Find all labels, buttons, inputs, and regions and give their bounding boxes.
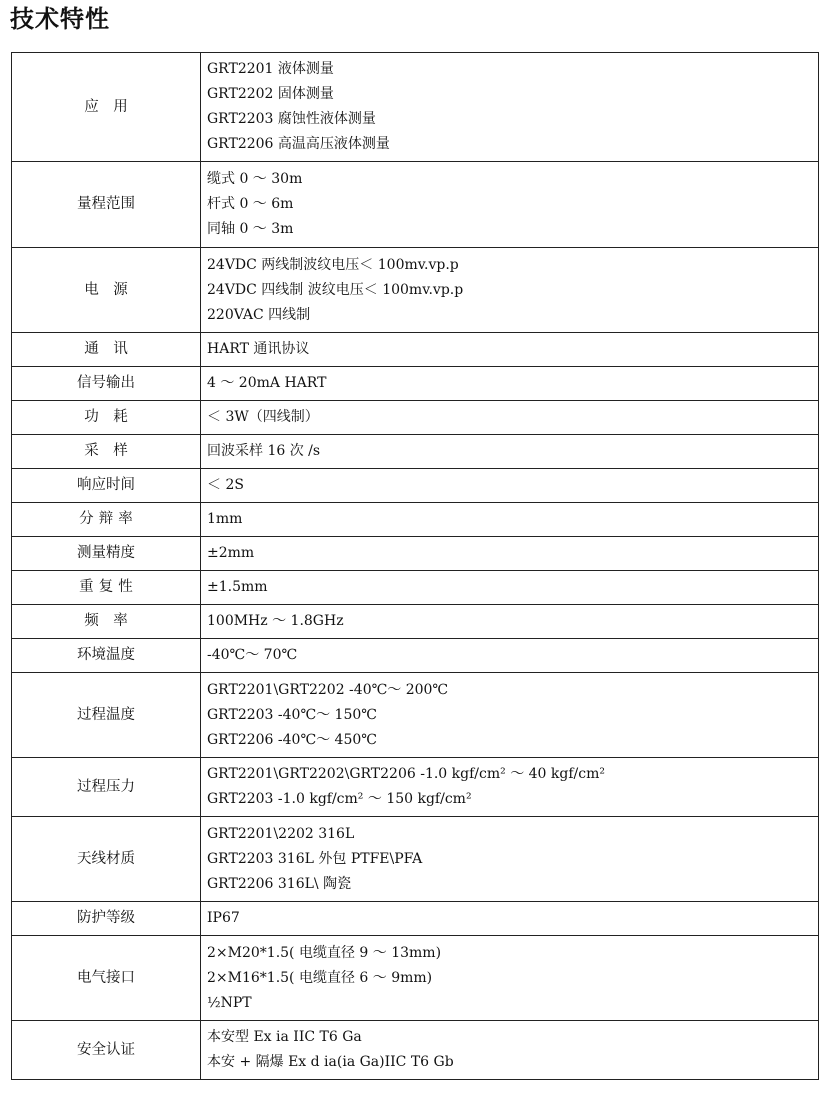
spec-value-line: ±1.5mm [207, 579, 268, 595]
spec-value-line: GRT2201\GRT2202\GRT2206 -1.0 kgf/cm² ～ 40 kgf/cm² [207, 766, 605, 782]
spec-value-line: GRT2206 高温高压液体测量 [207, 136, 390, 152]
spec-row-repeatability [12, 571, 819, 605]
spec-value-line: 同轴 0 ～ 3m [207, 221, 294, 237]
page-title: 技术特性 [10, 5, 110, 33]
spec-label: 环境温度 [12, 639, 201, 673]
spec-value-line: ＜ 3W（四线制） [207, 409, 319, 425]
spec-value-line: 24VDC 四线制 波纹电压＜ 100mv.vp.p [207, 281, 464, 298]
spec-value-line: 杆式 0 ～ 6m [207, 196, 294, 212]
spec-row-communication [12, 333, 819, 367]
spec-label: 重复性 [79, 579, 138, 595]
spec-value [201, 435, 819, 469]
spec-value [201, 902, 819, 936]
spec-row-resolution [12, 503, 819, 537]
spec-value [201, 401, 819, 435]
spec-label: 量程范围 [12, 162, 201, 248]
spec-row-ambient-temperature [12, 639, 819, 673]
spec-row-frequency [12, 605, 819, 639]
spec-label: 电 源 [12, 248, 201, 333]
spec-label: 信号输出 [12, 367, 201, 401]
spec-value-line: 220VAC 四线制 [207, 306, 311, 323]
spec-value-line: 缆式 0 ～ 30m [207, 171, 303, 187]
spec-row-safety-certification [12, 1021, 819, 1080]
spec-value [201, 571, 819, 605]
spec-label: 分辩率 [79, 511, 138, 527]
spec-value-line: GRT2203 腐蚀性液体测量 [207, 111, 376, 127]
spec-value [201, 936, 819, 1021]
spec-value [201, 162, 819, 248]
spec-value-line: -40℃～ 70℃ [207, 647, 298, 663]
spec-label: 通 讯 [12, 333, 201, 367]
spec-value-line: 2×M16*1.5( 电缆直径 6 ～ 9mm) [207, 969, 433, 986]
spec-value-line: 1mm [207, 511, 243, 527]
spec-label: 测量精度 [12, 537, 201, 571]
spec-row-range [12, 162, 819, 248]
spec-value-line: 4 ～ 20mA HART [207, 375, 327, 391]
spec-label: 应 用 [12, 53, 201, 162]
spec-value [201, 537, 819, 571]
spec-value-line: 24VDC 两线制波纹电压＜ 100mv.vp.p [207, 256, 459, 273]
spec-value-line: 2×M20*1.5( 电缆直径 9 ～ 13mm) [207, 944, 442, 961]
spec-label: 过程压力 [12, 758, 201, 817]
spec-row-application [12, 53, 819, 162]
spec-row-process-pressure [12, 758, 819, 817]
spec-value [201, 53, 819, 162]
spec-value [201, 503, 819, 537]
spec-value-line: GRT2201\2202 316L [207, 825, 355, 842]
spec-row-signal-output [12, 367, 819, 401]
spec-label: 采 样 [12, 435, 201, 469]
spec-label: 响应时间 [12, 469, 201, 503]
spec-value-line: ½NPT [207, 994, 252, 1011]
spec-value-line: GRT2203 -1.0 kgf/cm² ～ 150 kgf/cm² [207, 791, 472, 807]
spec-value [201, 673, 819, 758]
spec-value-line: GRT2201\GRT2202 -40℃～ 200℃ [207, 681, 449, 698]
spec-value-line: 回波采样 16 次 /s [207, 443, 321, 459]
spec-value-line: 本安型 Ex ia IIC T6 Ga [207, 1029, 362, 1045]
spec-value [201, 758, 819, 817]
spec-value-line: GRT2203 -40℃～ 150℃ [207, 706, 377, 723]
spec-table [11, 52, 819, 1080]
spec-value-line: GRT2206 316L\ 陶瓷 [207, 875, 352, 892]
spec-label: 过程温度 [12, 673, 201, 758]
spec-row-power-consumption [12, 401, 819, 435]
spec-value [201, 639, 819, 673]
spec-value [201, 367, 819, 401]
spec-value-line: GRT2202 固体测量 [207, 86, 334, 102]
spec-label: 天线材质 [12, 817, 201, 902]
spec-value [201, 248, 819, 333]
spec-value-line: IP67 [207, 910, 240, 926]
spec-value-line: ＜ 2S [207, 477, 244, 493]
spec-value [201, 1021, 819, 1080]
spec-label: 电气接口 [12, 936, 201, 1021]
spec-row-antenna-material [12, 817, 819, 902]
spec-value-line: HART 通讯协议 [207, 341, 310, 357]
spec-value-line: 本安 + 隔爆 Ex d ia(ia Ga)IIC T6 Gb [207, 1054, 454, 1070]
spec-row-sampling [12, 435, 819, 469]
spec-value [201, 333, 819, 367]
spec-value [201, 605, 819, 639]
spec-row-protection-class [12, 902, 819, 936]
spec-label: 频 率 [12, 605, 201, 639]
spec-label: 防护等级 [12, 902, 201, 936]
spec-value-line: GRT2201 液体测量 [207, 61, 334, 77]
spec-row-process-temperature [12, 673, 819, 758]
spec-value-line: GRT2206 -40℃～ 450℃ [207, 731, 377, 748]
spec-value-line: ±2mm [207, 545, 255, 561]
spec-row-electrical-interface [12, 936, 819, 1021]
spec-row-power [12, 248, 819, 333]
spec-row-accuracy [12, 537, 819, 571]
spec-row-response-time [12, 469, 819, 503]
spec-label: 安全认证 [12, 1021, 201, 1080]
spec-value [201, 817, 819, 902]
spec-value [201, 469, 819, 503]
spec-value-line: GRT2203 316L 外包 PTFE\PFA [207, 850, 423, 867]
spec-label: 功 耗 [12, 401, 201, 435]
spec-value-line: 100MHz ～ 1.8GHz [207, 613, 344, 629]
